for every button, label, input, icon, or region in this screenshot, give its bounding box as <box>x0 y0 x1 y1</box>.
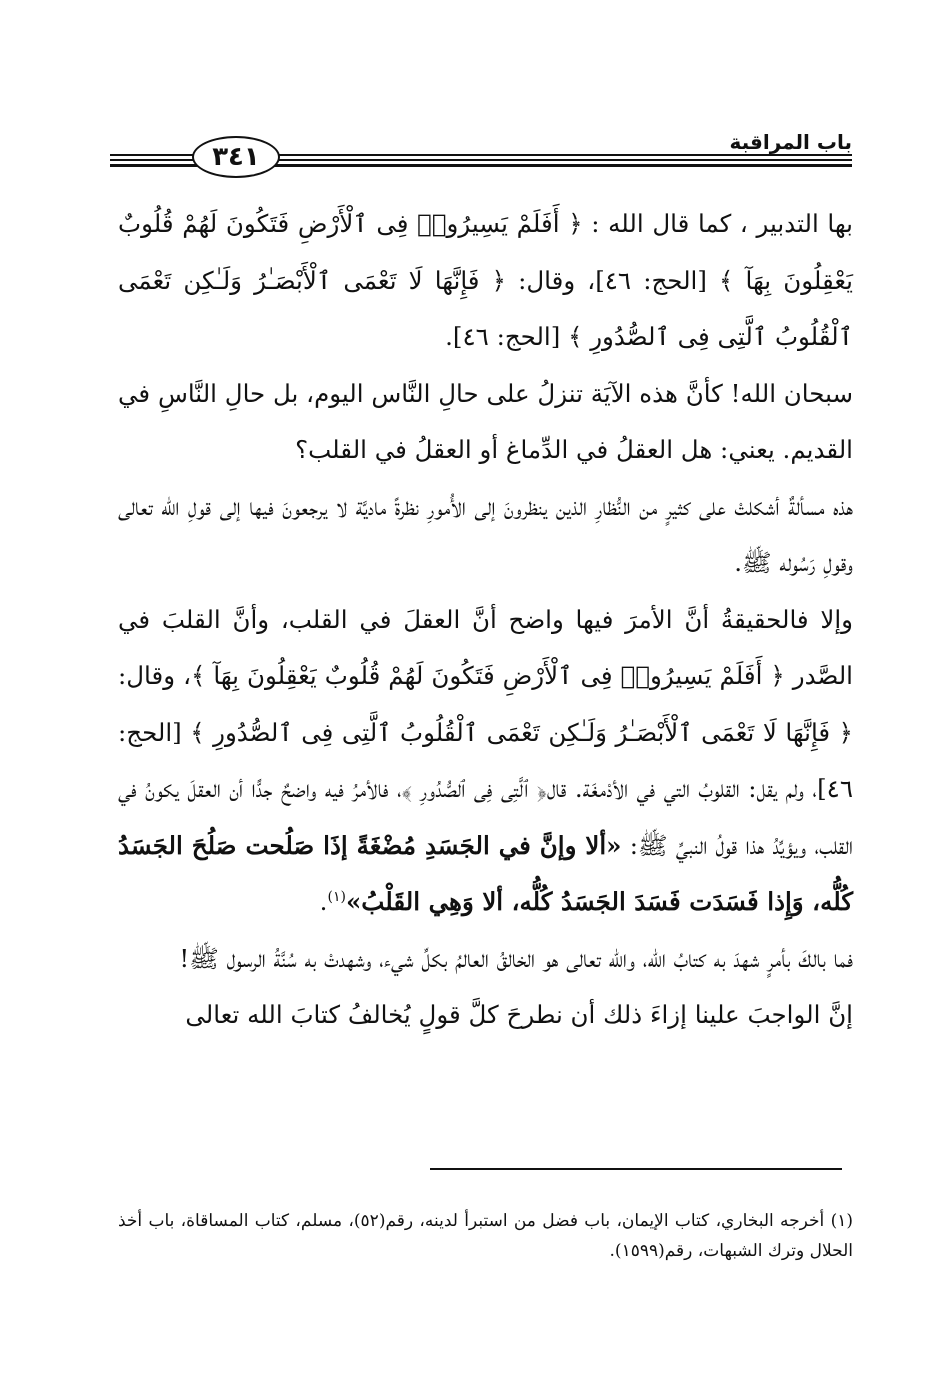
paragraph: هذه مسألةٌ أشكلتْ على كثيرٍ من النُّظارِ الذين ينظرونَ إلى الأُمورِ نظرةً ماديَّة لا يرجعونَ فيها إلى قولِ الله تعالى وقولِ رَسُوله ﷺ. <box>118 491 853 577</box>
paragraph: إنَّ الواجبَ علينا إزاءَ ذلك أن نطرحَ كلَّ قولٍ يُخالفُ كتابَ الله تعالى <box>185 1000 853 1029</box>
footnote-reference[interactable]: (١) <box>327 888 346 905</box>
hadith-quote: «ألا وإنَّ في الجَسَدِ مُضْغَةً إذَا صَلُحت صَلُحَ الجَسَدُ كُلُّه، وَإِذا فَسَدَت فَسَدَ الجَسَدُ كُلُّه، ألا وَهِي القَلْبُ» <box>118 830 853 916</box>
paragraph: فما بالكَ بأمرٍ شهدَ به كتابُ الله، والله تعالى هو الخالقُ العالمُ بكلِّ شيء، وشهدتْ به سُنَّةُ الرسول ﷺ! <box>179 943 853 973</box>
paragraph-text: . <box>319 887 328 916</box>
main-text <box>118 196 853 1044</box>
footnote-text: أخرجه البخاري، كتاب الإيمان، باب فضل من استبرأ لدينه، رقم(٥٢)، مسلم، كتاب المساقاة، باب أخذ الحلال وترك الشبهات، رقم(١٥٩٩). <box>118 1211 853 1261</box>
footnote-number: (١) <box>830 1211 854 1231</box>
chapter-title: باب المراقبة <box>729 130 852 154</box>
paragraph: سبحان الله! كأنَّ هذه الآيَة تنزلُ على حالِ النَّاس اليوم، بل حالِ النَّاسِ في القديم. يعني: هل العقلُ في الدِّماغ أو العقلُ في القلب؟ <box>118 378 853 464</box>
footnote-divider <box>430 1168 842 1170</box>
paragraph <box>118 592 853 931</box>
paragraph-text: وإلا فالحقيقةُ أنَّ الأمرَ فيها واضح أنَّ العقلَ في القلب، وأنَّ القلبَ في الصَّدر ﴿ أَفَلَمْ يَسِيرُوا۟ فِى ٱلْأَرْضِ فَتَكُونَ لَهُمْ قُلُوبٌ يَعْقِلُونَ بِهَآ ﴾، وقال: ﴿ فَإِنَّهَا لَا تَعْمَى ٱلْأَبْصَـٰرُ وَلَـٰكِن تَعْمَى ٱلْقُلُوبُ ٱلَّتِى فِى ٱلصُّدُورِ ﴾ [الحج: ٤٦]، ولم يقل: القلوبُ التي في الأدْمغَة. قال﴿ ٱلَّتِى فِى ٱلصُّدُورِ ﴾، فالأمرُ فيه واضحٌ جدًّا أن العقلَ يكونُ في القلب، ويؤيِّدُ هذا قولُ النبيِّ ﷺ: <box>118 604 854 860</box>
paragraph: بها التدبير ، كما قال الله : ﴿ أَفَلَمْ يَسِيرُوا۟ فِى ٱلْأَرْضِ فَتَكُونَ لَهُمْ قُلُوبٌ يَعْقِلُونَ بِهَآ ﴾ [الحج: ٤٦]، وقال: ﴿ فَإِنَّهَا لَا تَعْمَى ٱلْأَبْصَـٰرُ وَلَـٰكِن تَعْمَى ٱلْقُلُوبُ ٱلَّتِى فِى ٱلصُّدُورِ ﴾ [الحج: ٤٦]. <box>118 209 853 351</box>
footnote <box>118 1206 853 1266</box>
page-number: ٣٤١ <box>192 136 280 178</box>
page-header <box>110 118 852 178</box>
